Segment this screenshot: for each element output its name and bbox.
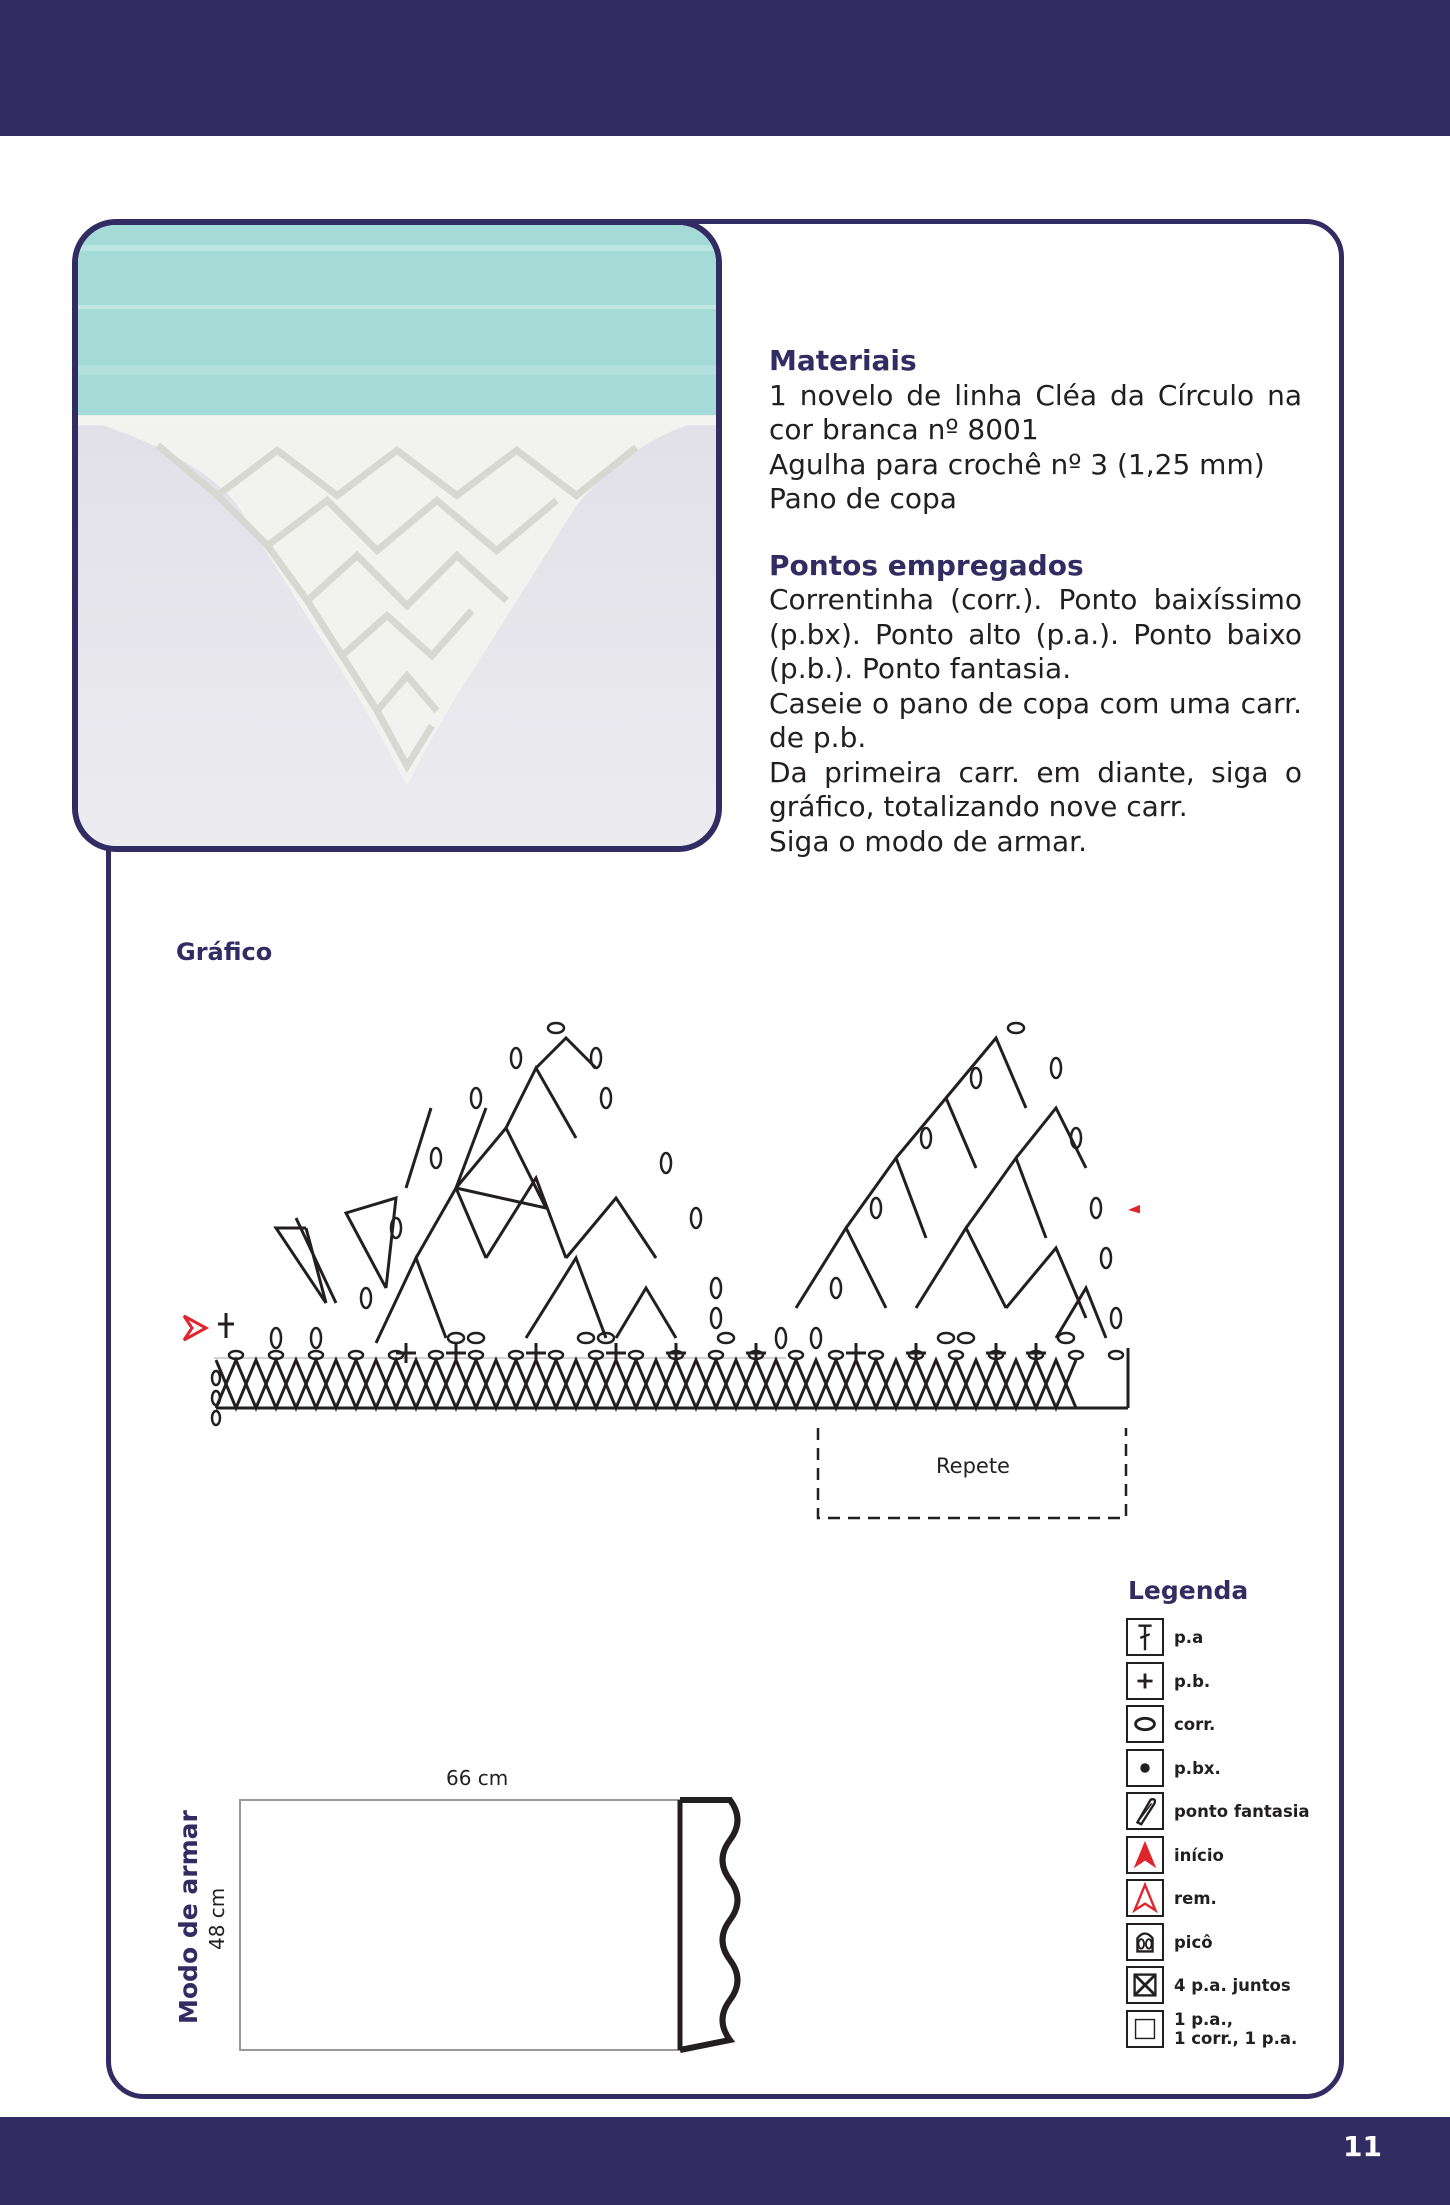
legend-item bbox=[1126, 1966, 1346, 2010]
stitches-line: Da primeira carr. em diante, siga o gráfico, totalizando nove carr. bbox=[769, 755, 1302, 823]
legend-label: p.bx. bbox=[1174, 1758, 1221, 1778]
repeat-label: Repete bbox=[936, 1454, 1010, 1478]
legend-item bbox=[1126, 1879, 1346, 1923]
product-photo bbox=[72, 219, 722, 852]
legend-label: picô bbox=[1174, 1932, 1213, 1952]
legend bbox=[1126, 1618, 1346, 2053]
rem-marker-icon bbox=[184, 1316, 206, 1340]
p-a-icon bbox=[1126, 1618, 1164, 1656]
legend-item bbox=[1126, 1792, 1346, 1836]
pa-corr-pa-icon bbox=[1126, 2010, 1164, 2048]
legend-label: p.a bbox=[1174, 1628, 1204, 1647]
legend-label: rem. bbox=[1174, 1889, 1217, 1908]
corr-icon bbox=[1126, 1705, 1164, 1743]
chart-title: Gráfico bbox=[176, 938, 273, 966]
legend-label: 4 p.a. juntos bbox=[1174, 1976, 1291, 1995]
instructions bbox=[769, 344, 1302, 859]
legend-title: Legenda bbox=[1128, 1576, 1249, 1605]
top-band bbox=[0, 0, 1450, 136]
legend-item bbox=[1126, 2010, 1346, 2054]
stitches-line: Correntinha (corr.). Ponto baixíssimo (p.bx). Ponto alto (p.a.). Ponto baixo (p.b.). Ponto fantasia. bbox=[769, 583, 1302, 685]
stitches-line: Caseie o pano de copa com uma carr. de p.b. bbox=[769, 686, 1302, 754]
pico-icon bbox=[1126, 1923, 1164, 1961]
crochet-chart bbox=[156, 958, 1140, 1528]
materials-line: Agulha para crochê nº 3 (1,25 mm) bbox=[769, 447, 1265, 481]
materials-title: Materiais bbox=[769, 344, 917, 377]
p-b-icon bbox=[1126, 1662, 1164, 1700]
legend-label: ponto fantasia bbox=[1174, 1802, 1310, 1821]
legend-item bbox=[1126, 1749, 1346, 1793]
rem-icon bbox=[1126, 1879, 1164, 1917]
p-bx-icon bbox=[1126, 1749, 1164, 1787]
stitches-title: Pontos empregados bbox=[769, 548, 1084, 582]
legend-label: p.b. bbox=[1174, 1671, 1211, 1691]
legend-item bbox=[1126, 1923, 1346, 1967]
legend-item bbox=[1126, 1662, 1346, 1706]
crochet-edging-photo bbox=[78, 225, 716, 846]
legend-label: início bbox=[1174, 1845, 1224, 1865]
legend-item bbox=[1126, 1618, 1346, 1662]
ponto-fantasia-icon bbox=[1126, 1792, 1164, 1830]
inicio-marker-icon bbox=[1128, 1198, 1140, 1223]
materials-line: Pano de copa bbox=[769, 482, 957, 515]
assembly-diagram bbox=[230, 1790, 760, 2060]
height-label: 48 cm bbox=[205, 1887, 229, 1950]
materials-line: 1 novelo de linha Cléa da Círculo na cor branca nº 8001 bbox=[769, 378, 1302, 446]
four-pa-juntos-icon bbox=[1126, 1966, 1164, 2004]
legend-label: 1 p.a., 1 corr., 1 p.a. bbox=[1174, 2009, 1298, 2048]
width-label: 66 cm bbox=[446, 1766, 509, 1790]
bottom-band bbox=[0, 2117, 1450, 2205]
stitches-line: Siga o modo de armar. bbox=[769, 824, 1087, 858]
assembly-title: Modo de armar bbox=[174, 1810, 203, 2024]
page-number: 11 bbox=[1343, 2130, 1382, 2163]
legend-item bbox=[1126, 1836, 1346, 1880]
legend-label: corr. bbox=[1174, 1715, 1216, 1734]
inicio-icon bbox=[1126, 1836, 1164, 1874]
legend-item bbox=[1126, 1705, 1346, 1749]
